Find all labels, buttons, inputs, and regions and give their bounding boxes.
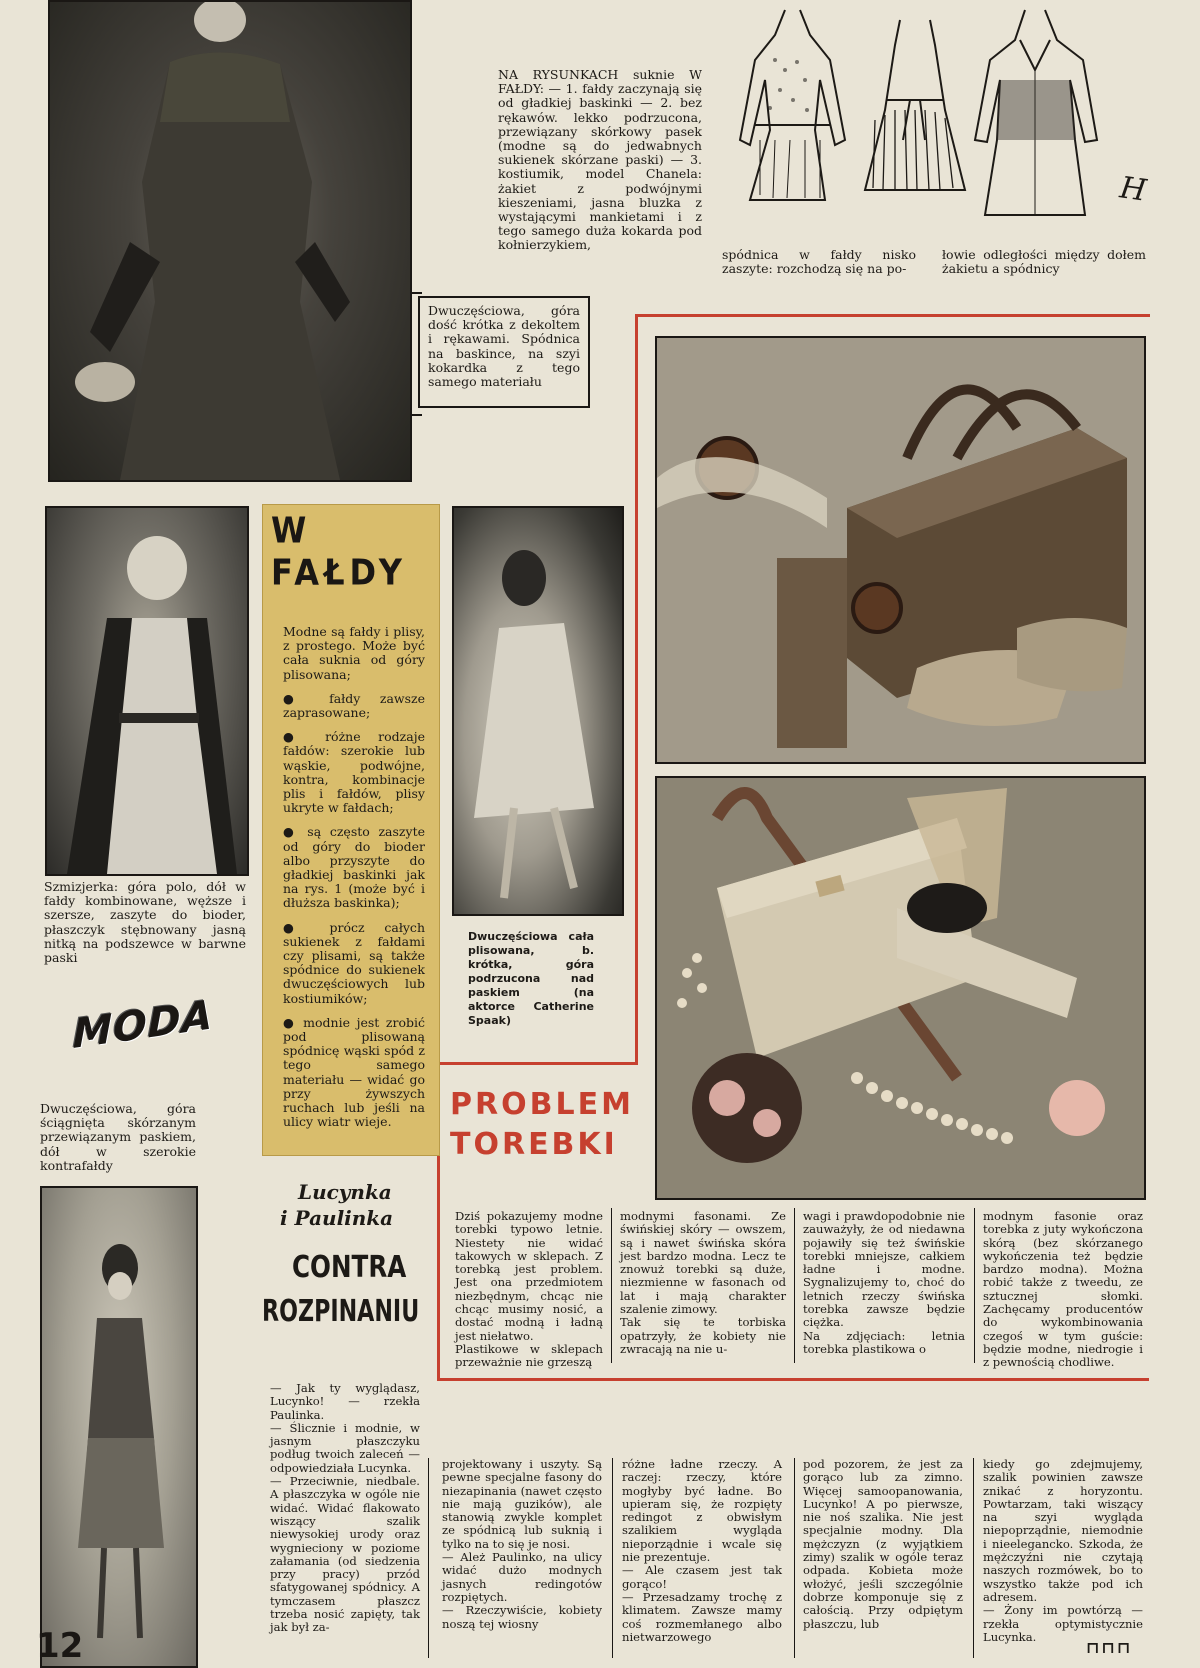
problem-title-1: PROBLEM — [450, 1087, 634, 1122]
dress-figure-illustration — [50, 2, 410, 480]
lucynka-divider-3 — [794, 1458, 795, 1658]
drawings-caption-continued-2: łowie odległości między dołem żakietu a spódnicy — [942, 247, 1146, 277]
lucynka-title-1: CONTRA — [292, 1250, 407, 1285]
handbag-photo-2 — [655, 776, 1146, 1200]
problem-divider-1 — [611, 1208, 612, 1363]
spaak-photo — [452, 506, 624, 916]
lucynka-divider-2 — [612, 1458, 613, 1658]
drawings-caption: NA RYSUNKACH suknie W FAŁDY: — 1. fałdy zaczynają się od gładkiej baskinki — 2. bez rękawów. lekko podrzucona, przewiązany skórkowy pasek (modne są do jedwabnych sukienek skórzane paski) — 3. kostiumik, model Chanela: żakiet z podwójnymi kieszeniami, jasna bluzka z wystającymi mankietami i z tego samego duża kokarda pod kołnierzykiem, — [498, 67, 702, 253]
handbag-photo-1 — [655, 336, 1146, 764]
problem-column-1: Dziś pokazujemy modne torebki typowo letnie. Niestety nie widać takowych w sklepach. Z torebką jest problem. Jest ona przedmiotem niezbędnym, chcąc nie chcąc musimy nosić, a dostać modną i ładną jest niełatwo. Plastikowe w sklepach przeważnie nie grzeszą — [455, 1209, 603, 1370]
handbag-illustration-2 — [657, 778, 1144, 1198]
lucynka-column-3: różne ładne rzeczy. A raczej: rzeczy, które mogłyby być ładne. Bo upieram się, że rozpięty redingot z obwisłym szalikiem wygląda nieporządnie i wcale się nie prezentuje. — Ale czasem jest tak gorąco! — Przesadzamy trochę z klimatem. Zawsze mamy coś rozmemłanego albo nietwarzowego — [622, 1457, 782, 1644]
drawings-signature: H — [1117, 170, 1149, 209]
dress-photo-top — [48, 0, 412, 482]
handbag-illustration-1 — [657, 338, 1144, 762]
w-faldy-intro: Modne są fałdy i plisy, z prostego. Może być cała suknia od góry plisowana; — [283, 624, 425, 682]
red-frame-top — [635, 314, 1150, 317]
lucynka-column-4: pod pozorem, że jest za gorąco lub za zimno. Więcej samoopanowania, Lucynko! A po pierwsze, nie noś szalika. Nie jest specjalnie modny. Dla mężczyzn (z wyjątkiem zimy) szalik w ogóle teraz odpada. Kobieta może włożyć, jeśli szczególnie dobrze komponuje się z całością. Przy odpiętym płaszczu, lub — [803, 1457, 963, 1631]
dress-figure-bottom — [42, 1188, 196, 1666]
w-faldy-bullet-4: ● prócz całych sukienek z fałdami czy plisami, są także spódnice do sukienek dwuczęściowych lub kostiumików; — [263, 911, 439, 1006]
arrow-lower — [412, 414, 422, 416]
red-frame-bottom — [437, 1378, 1149, 1381]
top-photo-caption: Dwuczęściowa, góra dość krótka z dekoltem i rękawami. Spódnica na baskince, na szyi kokardka z tego samego materiału — [428, 303, 580, 390]
lucynka-column-5: kiedy go zdejmujemy, szalik powinien zawsze znikać z horyzontu. Powtarzam, taki wiszący na szyi wygląda niepoprządnie, niemodnie i nieelegancko. Szkoda, że mężczyźni nie czytają naszych rozmówek, bo to wszystko także pod ich adresem. — Żony im powtórzą — rzekła optymistycznie Lucynka. — [983, 1457, 1143, 1644]
lucynka-kicker-2: i Paulinka — [280, 1206, 394, 1230]
w-faldy-bullet-2: ● różne rodzaje fałdów: szerokie lub wąskie, podwójne, kontra, kombinacje plis i fałdów, plisy ukryte w fałdach; — [263, 720, 439, 815]
szmizjerka-caption: Szmizjerka: góra polo, dół w fałdy kombinowane, węższe i szersze, zaszyte do bioder, płaszczyk stębnowany jasną nitką na podszewce w barwne paski — [44, 879, 246, 966]
fashion-sketches — [725, 0, 1145, 240]
szmizjerka-photo — [45, 506, 249, 876]
red-frame-mid — [437, 1062, 638, 1065]
red-frame-left — [635, 314, 638, 1062]
w-faldy-bullet-1: ● fałdy zawsze zaprasowane; — [263, 682, 439, 720]
lucynka-kicker-1: Lucynka — [298, 1180, 392, 1204]
w-faldy-bullet-5: ● modnie jest zrobić pod plisowaną spódnicę wąski spód z tego samego materiału — widać go przy żywszych ruchach lub jeśli na ulicy wiatr wieje. — [263, 1006, 439, 1130]
problem-divider-2 — [794, 1208, 795, 1363]
lucynka-title-2: ROZPINANIU — [262, 1294, 420, 1329]
lucynka-divider-4 — [973, 1458, 974, 1658]
problem-column-3: wagi i prawdopodobnie nie zauważyły, że od niedawna pojawiły się też świńskie torebki mniejsze, całkiem ładne i modne. Sygnalizujemy to, choć do letnich rzeczy świńska torebka zawsze będzie ciężka. Na zdjęciach: letnia torebka plastikowa o — [803, 1209, 965, 1356]
problem-divider-3 — [974, 1208, 975, 1363]
problem-column-4: modnym fasonie oraz torebka z juty wykończona skórą (bez skórzanego wykończenia też będzie bardzo modna). Można robić także z tweedu, ze sztucznej słomki. Zachęcamy producentów do wykombinowania czegoś w tym guście: będzie modne, niedrogie i z pewnością chodliwe. — [983, 1209, 1143, 1370]
moda-logo: MODA — [72, 991, 214, 1059]
lucynka-column-2: projektowany i uszyty. Są pewne specjalne fasony do niezapinania (nawet często nie mają guzików), ale stanowią zwykle komplet ze spódnicą lub suknią i tylko na to się je nosi. — Ależ Paulinko, na ulicy widać dużo modnych jasnych redingotów rozpiętych. — Rzeczywiście, kobiety noszą tej wiosny — [442, 1457, 602, 1631]
problem-title-2: TOREBKI — [450, 1127, 618, 1162]
arrow-upper — [412, 292, 422, 294]
end-mark: ⊓⊓⊓ — [1086, 1638, 1133, 1657]
dress-photo-bottom — [40, 1186, 198, 1668]
page-number: 12 — [36, 1626, 84, 1666]
lucynka-divider-1 — [428, 1458, 429, 1658]
dress-drawings — [725, 0, 1145, 240]
problem-column-2: modnymi fasonami. Ze świńskiej skóry — owszem, są i nawet świńska skóra jest bardzo modna. Lecz te znowuż torebki są duże, niezmienne w fasonach od lat i mają charakter szalenie zimowy. Tak się te torbiska opatrzyły, że kobiety nie zwracają na nie u- — [620, 1209, 786, 1356]
lucynka-column-1: — Jak ty wyglądasz, Lucynko! — rzekła Paulinka. — Ślicznie i modnie, w jasnym płaszczyku podług twoich zaleceń — odpowiedziała Lucynka. — Przeciwnie, niedbale. A płaszczyka w ogóle nie widać. Widać flakowato wiszący szalik niewysokiej urody oraz wygnieciony w poziome załamania (od siedzenia przy pracy) przód sfatygowanej spódnicy. A tymczasem płaszcz trzeba nosić zapięty, tak jak był za- — [270, 1381, 420, 1635]
spaak-figure — [454, 508, 622, 914]
w-faldy-bullet-3: ● są często zaszyte od góry do bioder albo przyszyte do gładkiej baskinki jak na rys. 1 (może być i dłuższa baskinka); — [263, 815, 439, 910]
spaak-caption: Dwuczęściowa cała plisowana, b. krótka, góra podrzucona nad paskiem (na aktorce Catherine Spaak) — [468, 930, 594, 1027]
w-faldy-title: W FAŁDY — [271, 509, 407, 594]
bottom-left-caption: Dwuczęściowa, góra ściągnięta skórzanym przewiązanym paskiem, dół w szerokie kontrafałdy — [40, 1101, 196, 1173]
drawings-caption-continued-1: spódnica w fałdy nisko zaszyte: rozchodzą się na po- — [722, 247, 916, 277]
w-faldy-box — [262, 504, 440, 1156]
caption-box-top — [418, 296, 590, 408]
szmizjerka-figure — [47, 508, 247, 874]
